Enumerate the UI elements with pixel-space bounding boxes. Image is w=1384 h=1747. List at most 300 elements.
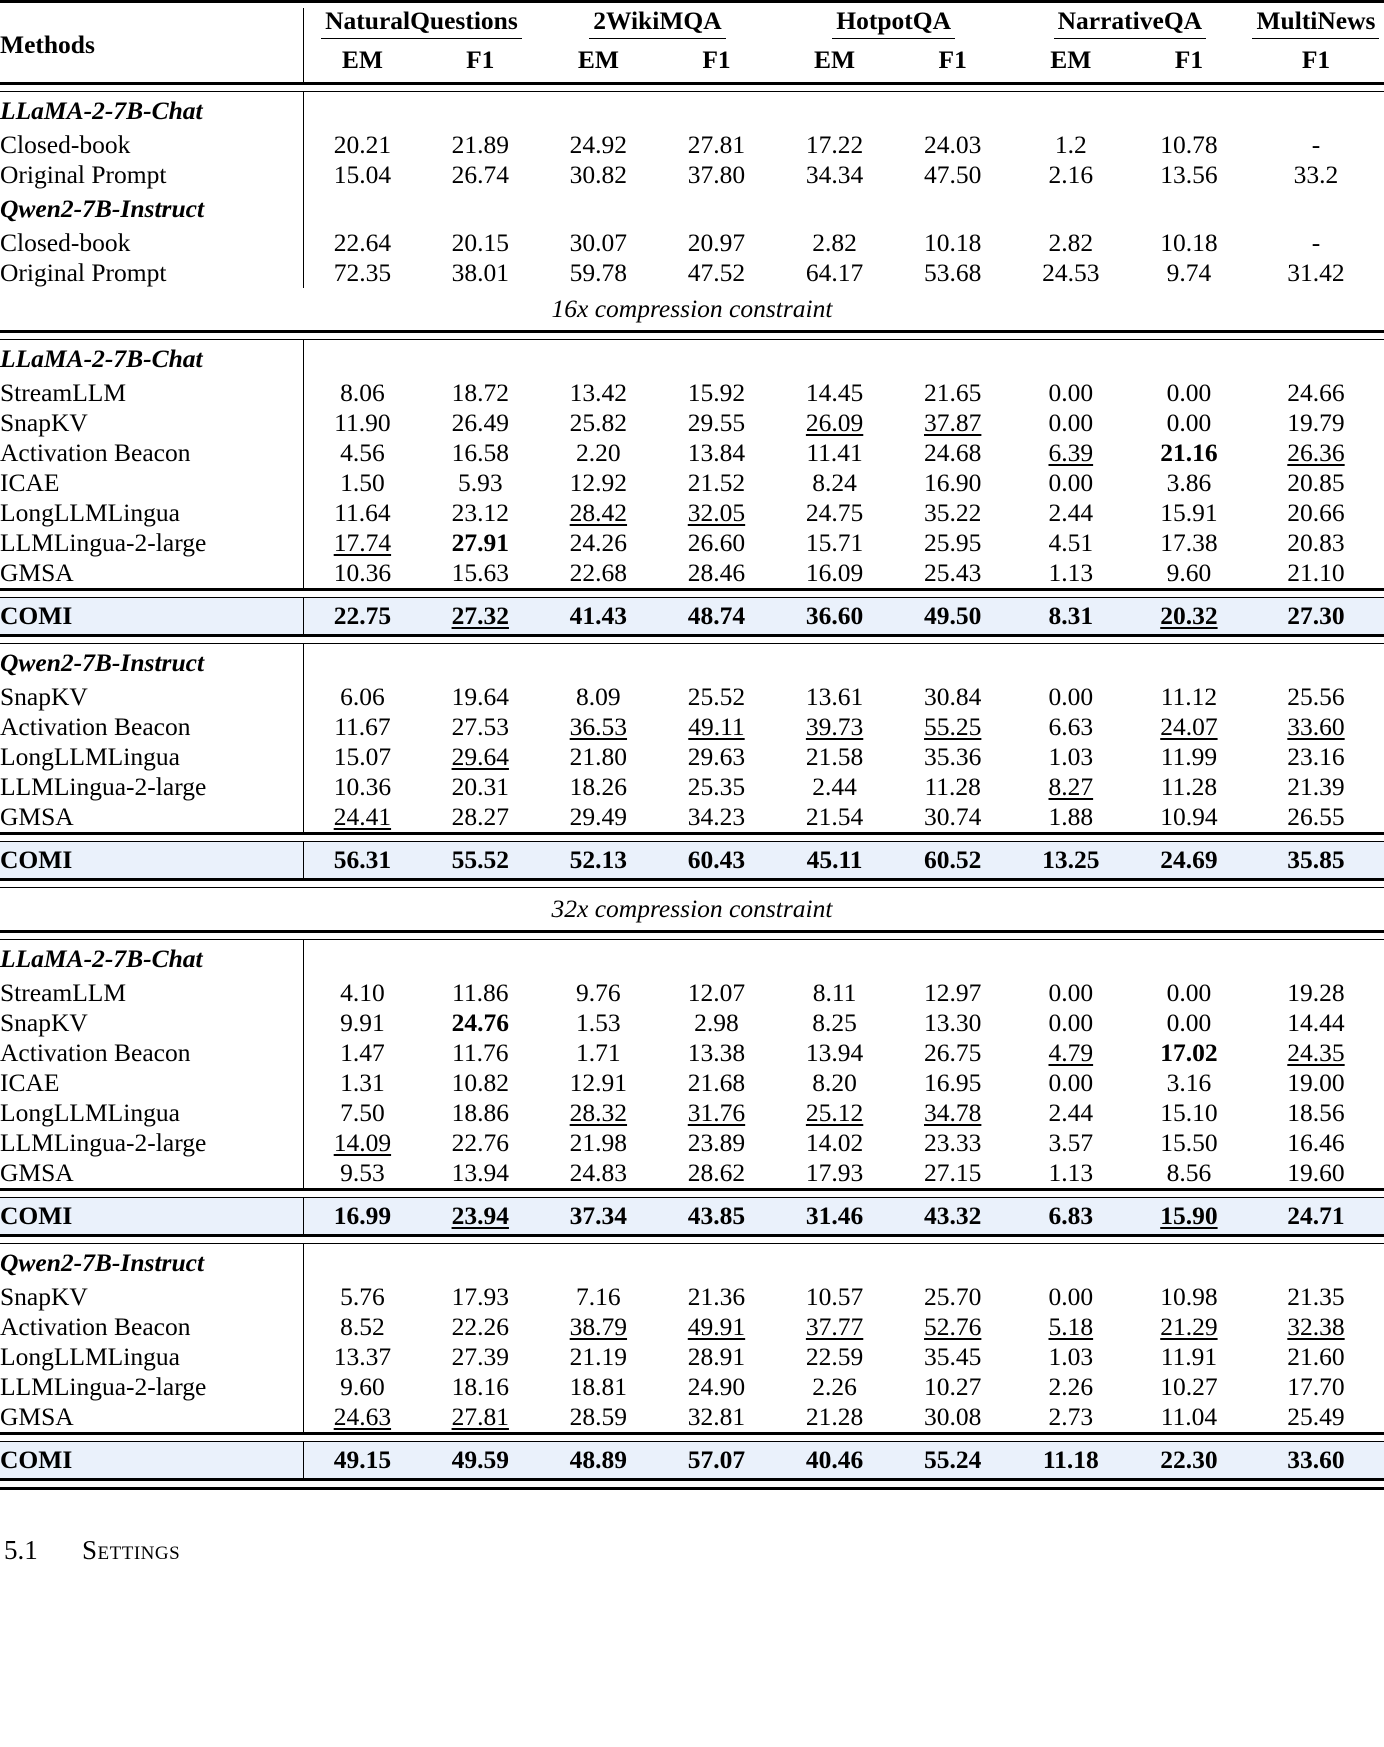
value-text: 37.77: [805, 1312, 864, 1342]
value-text: 36.53: [569, 712, 628, 742]
value-text: 34.23: [687, 802, 746, 832]
method-name: LongLLMLingua: [0, 1098, 180, 1128]
cell-value: [657, 498, 775, 528]
cell-value: [539, 842, 657, 880]
value-text: 25.12: [805, 1098, 864, 1128]
value-text: 21.89: [451, 130, 509, 160]
empty-cell: [657, 92, 775, 131]
value-text: 24.53: [1042, 258, 1100, 288]
cell-value: [776, 802, 894, 834]
value-text: 26.75: [924, 1038, 982, 1068]
value-text: 36.60: [805, 601, 864, 631]
value-text: 26.09: [805, 408, 864, 438]
empty-cell: [1248, 92, 1384, 131]
method-name: Activation Beacon: [0, 712, 191, 742]
value-text: 17.93: [451, 1282, 509, 1312]
method-name: Closed-book: [0, 228, 131, 258]
method-name: LLMLingua-2-large: [0, 1128, 207, 1158]
cell-value: [657, 1038, 775, 1068]
method-name: LLMLingua-2-large: [0, 1372, 207, 1402]
cell-value: [1012, 130, 1130, 160]
method-name: LLMLingua-2-large: [0, 528, 207, 558]
value-text: 5.93: [457, 468, 503, 498]
cell-value: [657, 1098, 775, 1128]
value-text: 3.57: [1048, 1128, 1094, 1158]
model-header-row: [0, 644, 1384, 683]
horizontal-rule: [0, 636, 1384, 644]
value-text: 11.86: [452, 978, 509, 1008]
value-text: 11.76: [452, 1038, 509, 1068]
cell-value: [539, 978, 657, 1008]
empty-cell: [657, 940, 775, 979]
cell-value: [421, 1098, 539, 1128]
model-name: [0, 644, 303, 683]
cell-value: [1130, 1342, 1248, 1372]
cell-value: [776, 1098, 894, 1128]
value-text: 0.00: [1048, 978, 1094, 1008]
value-text: 8.06: [340, 378, 385, 408]
header-group-row: [0, 8, 1384, 39]
cell-value: [421, 842, 539, 880]
value-text: 25.43: [924, 558, 982, 588]
value-text: 2.98: [694, 1008, 739, 1038]
value-text: 35.22: [924, 498, 982, 528]
value-text: 21.35: [1287, 1282, 1345, 1312]
metric-header-em: EM: [303, 39, 421, 84]
dataset-name: 2WikiMQA: [589, 8, 725, 39]
empty-cell: [421, 1244, 539, 1283]
cell-value: [539, 258, 657, 288]
cell-value: [1248, 558, 1384, 590]
compression-section-label: 32x compression constraint: [551, 894, 833, 924]
cell-value: [1248, 528, 1384, 558]
value-text: 52.76: [924, 1312, 982, 1342]
cell-value: [1012, 258, 1130, 288]
cell-value: [539, 1342, 657, 1372]
method-name: COMI: [0, 1445, 73, 1475]
cell-value: [539, 1038, 657, 1068]
cell-value: [776, 1442, 894, 1480]
cell-value: [657, 742, 775, 772]
value-text: 20.97: [687, 228, 746, 258]
value-text: 11.18: [1042, 1445, 1099, 1475]
value-text: 32.38: [1287, 1312, 1345, 1342]
value-text: 43.32: [924, 1201, 982, 1231]
cell-value: [1248, 1158, 1384, 1190]
cell-value: [1248, 742, 1384, 772]
dataset-header-narrativeqa: [1012, 8, 1248, 39]
value-text: 32.81: [687, 1402, 746, 1432]
cell-value: [539, 1158, 657, 1190]
table-bottom-rule: [0, 1489, 1384, 1496]
value-text: 8.52: [340, 1312, 385, 1342]
table-row: [0, 258, 1384, 288]
cell-value: [303, 408, 421, 438]
cell-value: [1012, 842, 1130, 880]
cell-value: [539, 682, 657, 712]
value-text: 1.13: [1048, 558, 1094, 588]
value-text: 15.71: [805, 528, 864, 558]
comi-top-rule: [0, 834, 1384, 842]
cell-value: [1012, 1158, 1130, 1190]
empty-cell: [539, 644, 657, 683]
cell-value: [894, 1198, 1012, 1236]
cell-value: [539, 1068, 657, 1098]
cell-value: [1248, 1312, 1384, 1342]
cell-value: [776, 1128, 894, 1158]
empty-cell: [303, 340, 421, 379]
cell-value: [303, 842, 421, 880]
value-text: 10.27: [924, 1372, 982, 1402]
section-number: 5.1: [4, 1535, 38, 1565]
cell-value: [894, 160, 1012, 190]
cell-value: [1248, 1008, 1384, 1038]
value-text: -: [1311, 228, 1321, 258]
cell-value: [1012, 160, 1130, 190]
value-text: 19.79: [1287, 408, 1345, 438]
cell-value: [1248, 228, 1384, 258]
value-text: 15.91: [1160, 498, 1218, 528]
value-text: 9.74: [1166, 258, 1212, 288]
value-text: 35.36: [924, 742, 982, 772]
cell-value: [1012, 1198, 1130, 1236]
model-name-text: Qwen2-7B-Instruct: [0, 1248, 205, 1278]
table-row: [0, 1158, 1384, 1190]
cell-value: [1248, 498, 1384, 528]
value-text: 10.36: [333, 772, 392, 802]
cell-value: [657, 598, 775, 636]
value-text: 2.26: [812, 1372, 857, 1402]
cell-value: [1130, 1198, 1248, 1236]
section-heading: [0, 1535, 1384, 1566]
cell-value: [894, 772, 1012, 802]
cell-value: [1248, 258, 1384, 288]
value-text: 11.67: [334, 712, 391, 742]
cell-value: [894, 378, 1012, 408]
value-text: 45.11: [806, 845, 863, 875]
cell-value: [894, 978, 1012, 1008]
value-text: 2.82: [1048, 228, 1094, 258]
cell-value: [657, 682, 775, 712]
cell-value: [1248, 1038, 1384, 1068]
value-text: 24.26: [569, 528, 628, 558]
value-text: 43.85: [687, 1201, 746, 1231]
value-text: 30.82: [569, 160, 628, 190]
cell-value: [1130, 528, 1248, 558]
value-text: 10.94: [1160, 802, 1218, 832]
cell-value: [539, 1128, 657, 1158]
cell-value: [657, 228, 775, 258]
cell-value: [894, 1372, 1012, 1402]
value-text: 24.71: [1287, 1201, 1345, 1231]
cell-value: [657, 712, 775, 742]
comi-bottom-rule: [0, 1236, 1384, 1244]
cell-value: [303, 1008, 421, 1038]
cell-value: [1130, 1402, 1248, 1434]
value-text: 40.46: [805, 1445, 864, 1475]
cell-value: [1248, 712, 1384, 742]
cell-value: [776, 1402, 894, 1434]
cell-value: [303, 1402, 421, 1434]
value-text: 19.64: [451, 682, 509, 712]
empty-cell: [1012, 644, 1130, 683]
cell-value: [303, 438, 421, 468]
cell-value: [539, 528, 657, 558]
value-text: 20.32: [1160, 601, 1218, 631]
value-text: 8.11: [812, 978, 857, 1008]
value-text: 21.36: [687, 1282, 746, 1312]
cell-value: [1130, 772, 1248, 802]
value-text: 21.16: [1160, 438, 1218, 468]
cell-value: [894, 1068, 1012, 1098]
model-name: [0, 340, 303, 379]
empty-cell: [1130, 340, 1248, 379]
section-rule: [0, 932, 1384, 940]
value-text: 18.86: [451, 1098, 509, 1128]
section-rule: [0, 332, 1384, 340]
cell-value: [303, 1158, 421, 1190]
comi-top-rule: [0, 1190, 1384, 1198]
value-text: 21.80: [569, 742, 628, 772]
cell-value: [1012, 1282, 1130, 1312]
value-text: 17.38: [1160, 528, 1218, 558]
cell-value: [657, 1008, 775, 1038]
value-text: 27.15: [924, 1158, 982, 1188]
value-text: 60.43: [687, 845, 746, 875]
value-text: 25.52: [687, 682, 746, 712]
cell-value: [894, 1008, 1012, 1038]
value-text: 0.00: [1048, 408, 1094, 438]
cell-value: [657, 528, 775, 558]
value-text: 17.93: [805, 1158, 864, 1188]
comi-top-rule: [0, 1434, 1384, 1442]
cell-value: [894, 528, 1012, 558]
cell-value: [539, 130, 657, 160]
cell-value: [1012, 1402, 1130, 1434]
cell-value: [1130, 842, 1248, 880]
empty-cell: [303, 940, 421, 979]
model-header-row: [0, 940, 1384, 979]
cell-value: [776, 772, 894, 802]
value-text: 8.20: [812, 1068, 857, 1098]
value-text: 41.43: [569, 601, 628, 631]
horizontal-rule: [0, 834, 1384, 842]
value-text: 24.69: [1160, 845, 1218, 875]
value-text: 1.03: [1048, 742, 1094, 772]
value-text: 16.58: [451, 438, 509, 468]
empty-cell: [776, 1244, 894, 1283]
cell-value: [421, 1068, 539, 1098]
cell-value: [1248, 1068, 1384, 1098]
cell-value: [539, 802, 657, 834]
cell-value: [776, 528, 894, 558]
value-text: 21.10: [1287, 558, 1345, 588]
cell-value: [894, 1342, 1012, 1372]
value-text: 2.26: [1048, 1372, 1094, 1402]
value-text: 23.16: [1287, 742, 1345, 772]
value-text: 20.31: [451, 772, 509, 802]
value-text: 8.31: [1048, 601, 1094, 631]
cell-value: [1012, 1008, 1130, 1038]
value-text: -: [1311, 130, 1321, 160]
value-text: 7.50: [340, 1098, 385, 1128]
value-text: 4.10: [340, 978, 385, 1008]
value-text: 33.2: [1293, 160, 1339, 190]
value-text: 27.30: [1287, 601, 1345, 631]
cell-value: [657, 130, 775, 160]
empty-cell: [421, 92, 539, 131]
cell-value: [1012, 438, 1130, 468]
table-row: [0, 228, 1384, 258]
value-text: 13.42: [569, 378, 628, 408]
value-text: 52.13: [569, 845, 628, 875]
value-text: 59.78: [569, 258, 628, 288]
model-name-text: LLaMA-2-7B-Chat: [0, 96, 203, 126]
empty-cell: [894, 340, 1012, 379]
method-name: LongLLMLingua: [0, 742, 180, 772]
value-text: 21.98: [569, 1128, 628, 1158]
value-text: 49.91: [687, 1312, 746, 1342]
comi-row: [0, 1198, 1384, 1236]
value-text: 9.60: [1166, 558, 1212, 588]
value-text: 60.52: [924, 845, 982, 875]
cell-value: [1012, 1442, 1130, 1480]
comi-row: [0, 842, 1384, 880]
value-text: 1.03: [1048, 1342, 1094, 1372]
value-text: 27.39: [451, 1342, 509, 1372]
value-text: 25.35: [687, 772, 746, 802]
value-text: 13.25: [1042, 845, 1100, 875]
cell-value: [1130, 712, 1248, 742]
cell-value: [1248, 1442, 1384, 1480]
value-text: 20.83: [1287, 528, 1345, 558]
value-text: 49.11: [688, 712, 745, 742]
metric-header-em: EM: [814, 44, 856, 74]
horizontal-rule: [0, 332, 1384, 340]
cell-value: [303, 130, 421, 160]
empty-cell: [657, 644, 775, 683]
cell-value: [1130, 378, 1248, 408]
value-text: 29.63: [687, 742, 746, 772]
empty-cell: [1012, 190, 1130, 228]
empty-cell: [303, 190, 421, 228]
value-text: 9.76: [576, 978, 621, 1008]
section-label-row: [0, 288, 1384, 332]
table-row: [0, 468, 1384, 498]
comi-row: [0, 598, 1384, 636]
cell-value: [776, 1198, 894, 1236]
table-row: [0, 498, 1384, 528]
value-text: 2.20: [576, 438, 621, 468]
cell-value: [1130, 742, 1248, 772]
method-name: GMSA: [0, 1402, 74, 1432]
cell-value: [1248, 1128, 1384, 1158]
table-row: [0, 742, 1384, 772]
empty-cell: [539, 340, 657, 379]
empty-cell: [776, 340, 894, 379]
empty-cell: [1130, 190, 1248, 228]
cell-value: [657, 978, 775, 1008]
value-text: 8.09: [576, 682, 621, 712]
cell-value: [657, 1312, 775, 1342]
cell-value: [539, 1282, 657, 1312]
cell-value: [1130, 978, 1248, 1008]
value-text: 28.46: [687, 558, 746, 588]
value-text: 17.70: [1287, 1372, 1345, 1402]
value-text: 30.84: [924, 682, 982, 712]
cell-value: [421, 228, 539, 258]
value-text: 35.85: [1287, 845, 1345, 875]
value-text: 11.41: [806, 438, 863, 468]
value-text: 10.98: [1160, 1282, 1218, 1312]
value-text: 28.42: [569, 498, 628, 528]
model-name-text: LLaMA-2-7B-Chat: [0, 944, 203, 974]
value-text: 15.50: [1160, 1128, 1218, 1158]
value-text: 21.29: [1160, 1312, 1218, 1342]
empty-cell: [657, 340, 775, 379]
empty-cell: [1248, 940, 1384, 979]
cell-value: [1012, 802, 1130, 834]
cell-value: [303, 1198, 421, 1236]
empty-cell: [539, 1244, 657, 1283]
value-text: 55.25: [924, 712, 982, 742]
cell-value: [303, 802, 421, 834]
value-text: 28.59: [569, 1402, 628, 1432]
cell-value: [1012, 378, 1130, 408]
cell-value: [1012, 228, 1130, 258]
table-row: [0, 772, 1384, 802]
empty-cell: [1248, 190, 1384, 228]
model-header-row: [0, 340, 1384, 379]
value-text: 12.91: [569, 1068, 628, 1098]
cell-value: [1248, 1098, 1384, 1128]
value-text: 33.60: [1287, 1445, 1345, 1475]
cell-value: [1130, 408, 1248, 438]
value-text: 21.60: [1287, 1342, 1345, 1372]
value-text: 5.76: [340, 1282, 385, 1312]
value-text: 5.18: [1048, 1312, 1094, 1342]
value-text: 18.16: [451, 1372, 509, 1402]
cell-value: [303, 772, 421, 802]
empty-cell: [539, 190, 657, 228]
value-text: 10.18: [1160, 228, 1218, 258]
value-text: 0.00: [1048, 682, 1094, 712]
empty-cell: [303, 644, 421, 683]
value-text: 0.00: [1166, 408, 1212, 438]
value-text: 8.25: [812, 1008, 857, 1038]
cell-value: [657, 438, 775, 468]
cell-value: [657, 378, 775, 408]
cell-value: [303, 258, 421, 288]
value-text: 24.75: [805, 498, 864, 528]
value-text: 13.56: [1160, 160, 1218, 190]
cell-value: [657, 408, 775, 438]
metric-header-f1: F1: [938, 44, 967, 74]
cell-value: [539, 712, 657, 742]
value-text: 47.50: [924, 160, 982, 190]
cell-value: [1012, 1098, 1130, 1128]
cell-value: [776, 228, 894, 258]
comi-row: [0, 1442, 1384, 1480]
value-text: 33.60: [1287, 712, 1345, 742]
cell-value: [894, 1282, 1012, 1312]
value-text: 15.04: [333, 160, 392, 190]
cell-value: [657, 1198, 775, 1236]
value-text: 19.00: [1287, 1068, 1345, 1098]
empty-cell: [657, 1244, 775, 1283]
cell-value: [1130, 1312, 1248, 1342]
cell-value: [1130, 598, 1248, 636]
